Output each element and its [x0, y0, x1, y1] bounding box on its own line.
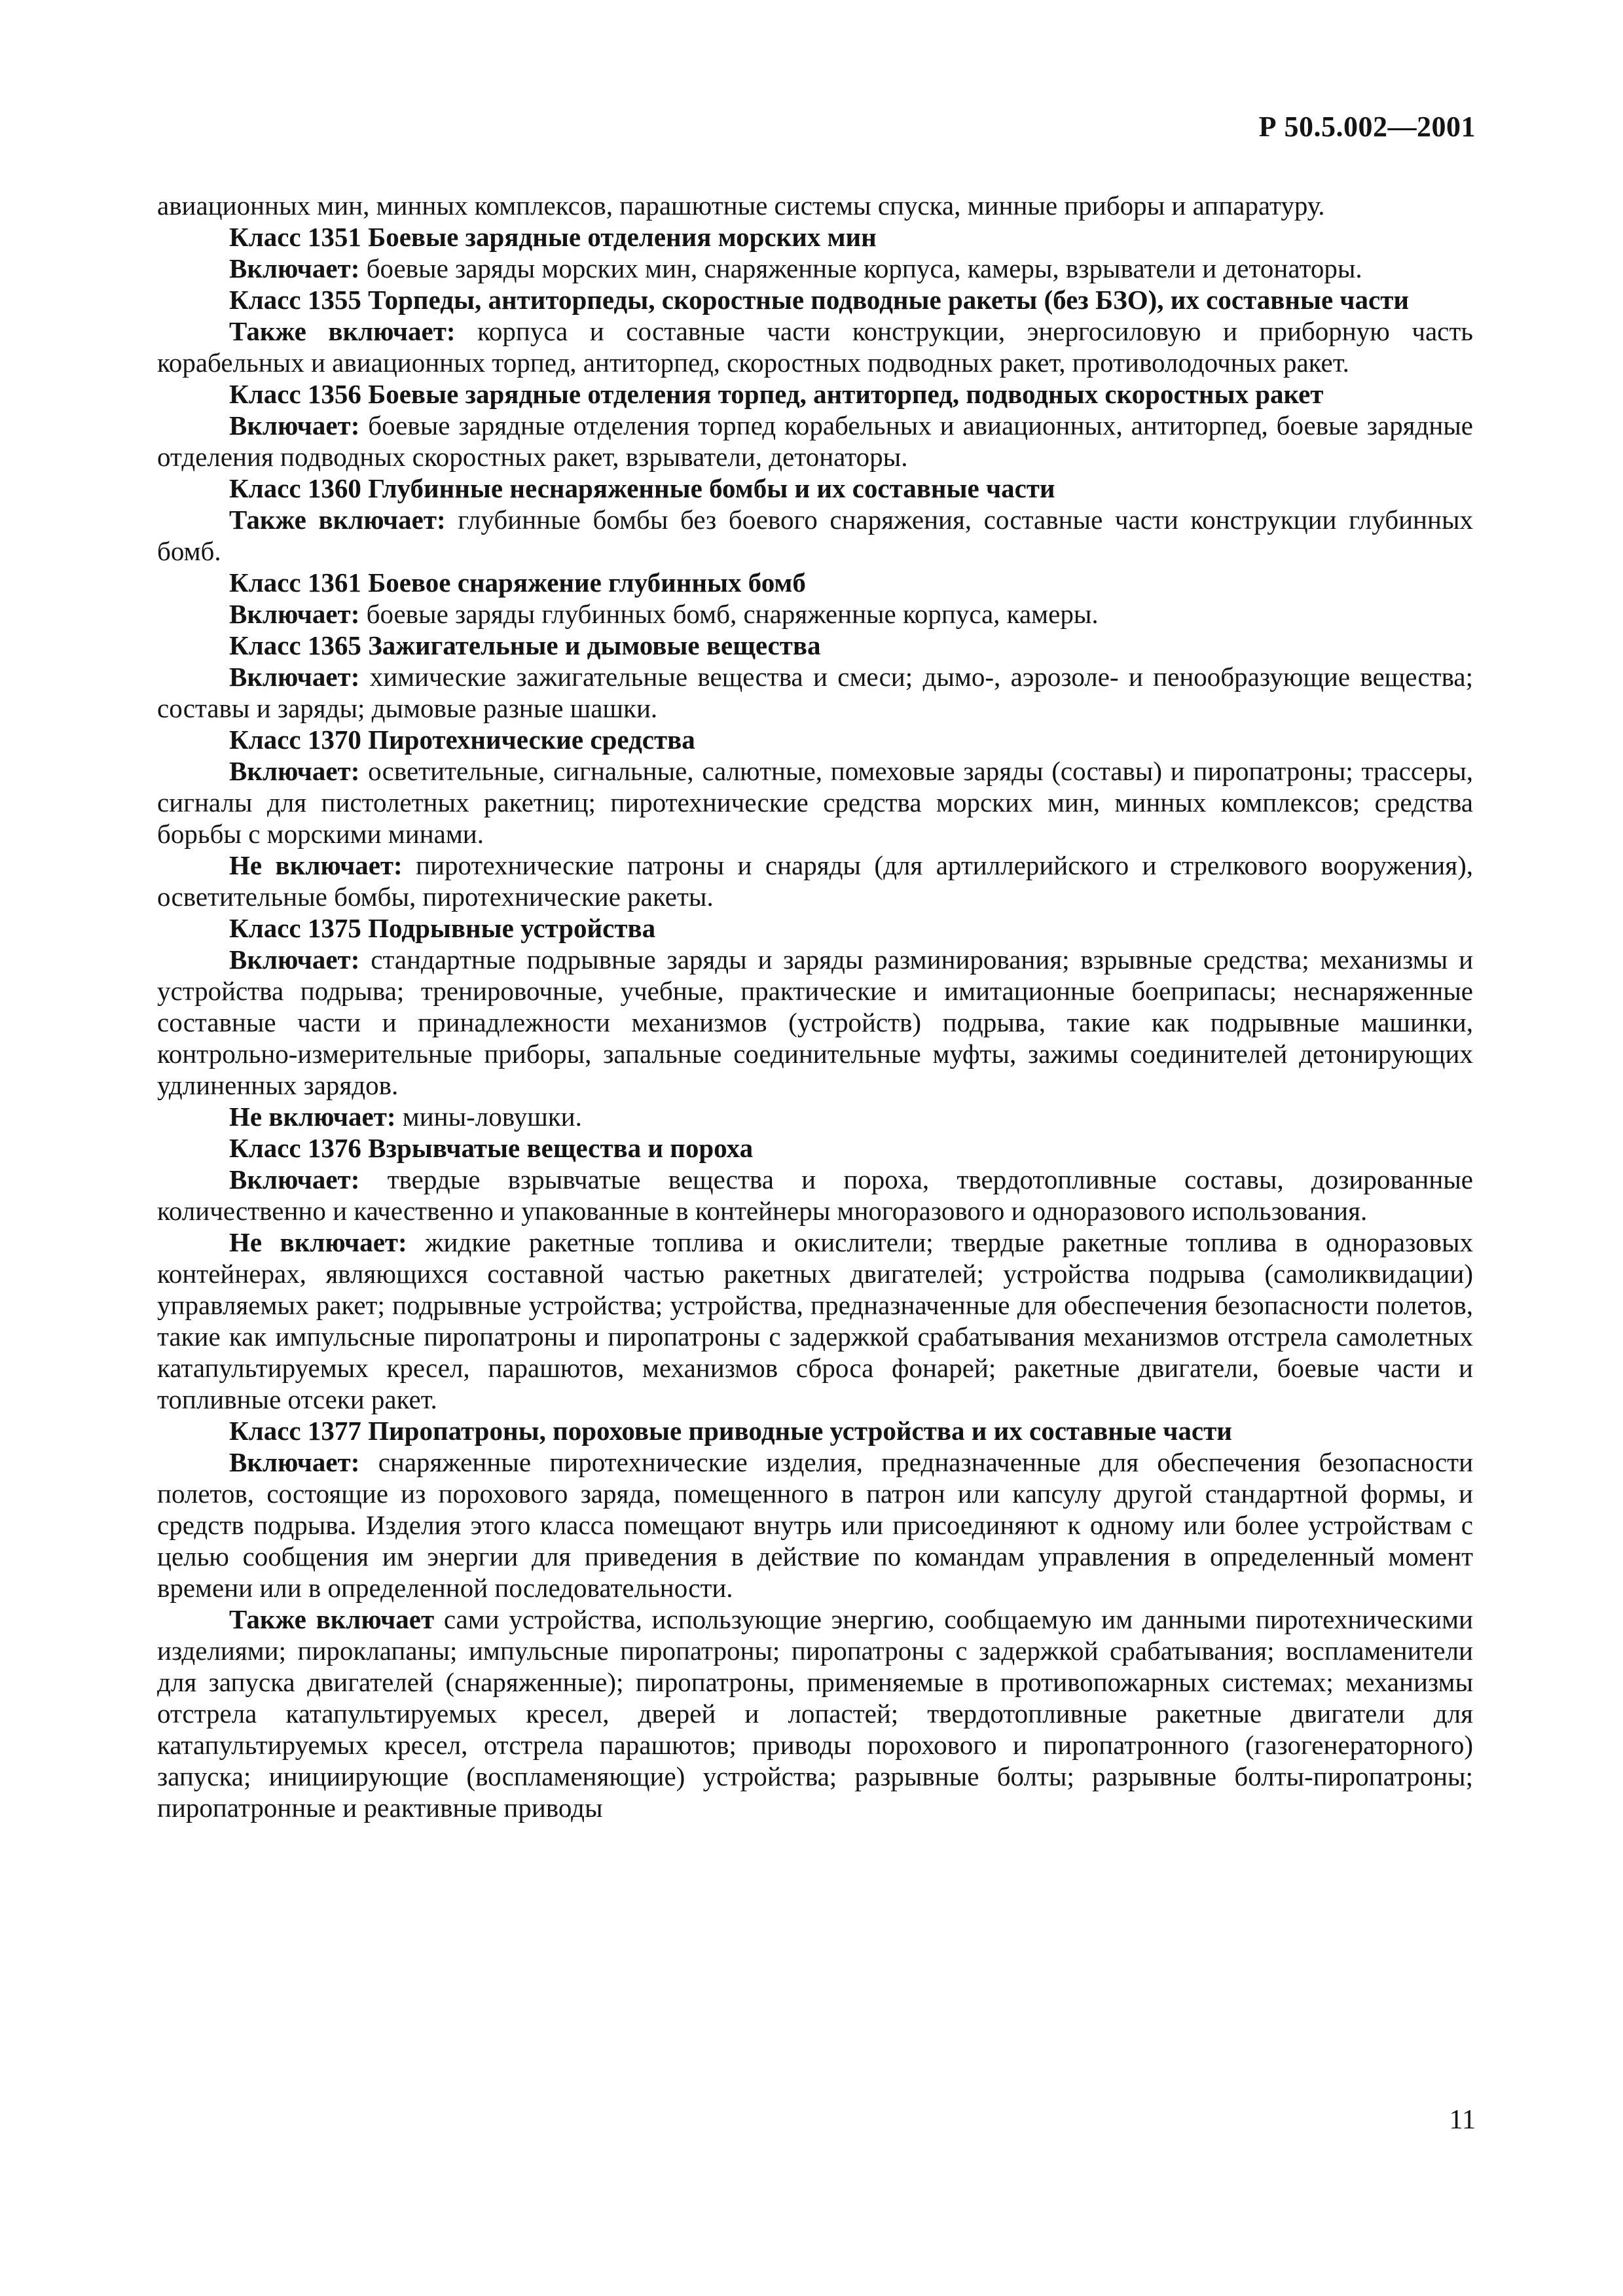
class-heading: Класс 1360 Глубинные неснаряженные бомбы и их составные части — [229, 473, 1055, 503]
paragraph-text: мины-ловушки. — [402, 1102, 582, 1132]
paragraph-label: Включает: — [229, 756, 360, 786]
paragraph-label: Также включает: — [229, 316, 456, 346]
class-paragraph — [157, 755, 1473, 850]
class-heading: Класс 1365 Зажигательные и дымовые вещества — [229, 630, 821, 660]
class-paragraph — [157, 410, 1473, 473]
paragraph-label: Включает: — [229, 599, 360, 629]
paragraph-text: жидкие ракетные топлива и окислители; твердые ракетные топлива в одноразовых контейнерах, являющихся составной частью ракетных двигателей; устройства подрыва (самоликвидации) управляемых ракет; подрывные устройства; устройства, предназначенные для обеспечения безопасности полетов, такие как импульсные пиропатроны и пиропатроны с задержкой срабатывания механизмов отстрела самолетных катапультируемых кресел, парашютов, механизмов сброса фонарей; ракетные двигатели, боевые части и топливные отсеки ракет. — [157, 1227, 1473, 1414]
paragraph-label: Не включает: — [229, 1102, 396, 1132]
paragraph-label: Не включает: — [229, 850, 403, 880]
document-code: Р 50.5.002—2001 — [1258, 111, 1476, 143]
document-body — [157, 190, 1473, 1823]
class-paragraph — [157, 1101, 1473, 1132]
class-heading: Класс 1377 Пиропатроны, пороховые приводные устройства и их составные части — [229, 1416, 1232, 1446]
page-number: 11 — [1449, 2105, 1476, 2135]
paragraph-text: боевые заряды морских мин, снаряженные корпуса, камеры, взрыватели и детонаторы. — [366, 253, 1362, 283]
class-paragraph — [157, 1164, 1473, 1227]
paragraph-text: сами устройства, использующие энергию, сообщаемую им данными пиротехническими изделиями; пироклапаны; импульсные пиропатроны; пиропатроны с задержкой срабатывания; воспламенители для запуска двигателей (снаряженные); пиропатроны, применяемые в противопожарных системах; механизмы отстрела катапультируемых кресел, дверей и лопастей; твердотопливные ракетные двигатели для катапультируемых кресел, отстрела парашютов; приводы порохового и пиропатронного (газогенераторного) запуска; инициирующие (воспламеняющие) устройства; разрывные болты; разрывные болты-пиропатроны; пиропатронные и реактивные приводы — [157, 1604, 1473, 1823]
paragraph-text: осветительные, сигнальные, салютные, помеховые заряды (составы) и пиропатроны; трассеры, сигналы для пистолетных ракетниц; пиротехнические средства морских мин, минных комплексов; средства борьбы с морскими минами. — [157, 756, 1474, 849]
paragraph-text: твердые взрывчатые вещества и пороха, твердотопливные составы, дозированные количественно и качественно и упакованные в контейнеры многоразового и одноразового использования. — [157, 1164, 1474, 1226]
class-paragraph — [157, 253, 1473, 284]
class-heading: Класс 1361 Боевое снаряжение глубинных бомб — [229, 567, 806, 598]
paragraph-label: Включает: — [229, 410, 360, 440]
paragraph-label: Включает: — [229, 944, 360, 975]
paragraph-text: боевые заряды глубинных бомб, снаряженные корпуса, камеры. — [366, 599, 1099, 629]
paragraph-label: Включает: — [229, 662, 360, 692]
paragraph-text: пиротехнические патроны и снаряды (для артиллерийского и стрелкового вооружения), осветительные бомбы, пиротехнические ракеты. — [157, 850, 1474, 912]
paragraph-label: Также включает — [229, 1604, 435, 1634]
class-paragraph — [157, 850, 1473, 912]
class-heading: Класс 1375 Подрывные устройства — [229, 913, 656, 943]
class-paragraph — [157, 1227, 1473, 1415]
paragraph-text: снаряженные пиротехнические изделия, предназначенные для обеспечения безопасности полетов, состоящие из порохового заряда, помещенного в патрон или капсулу другой стандартной формы, и средств подрыва. Изделия этого класса помещают внутрь или присоединяют к одному или более устройствам с целью сообщения им энергии для приведения в действие по командам управления в определенный момент времени или в определенной последовательности. — [157, 1447, 1474, 1603]
intro-paragraph: авиационных мин, минных комплексов, парашютные системы спуска, минные приборы и аппаратуру. — [157, 190, 1325, 221]
paragraph-text: боевые зарядные отделения торпед корабельных и авиационных, антиторпед, боевые зарядные отделения подводных скоростных ракет, взрыватели, детонаторы. — [157, 410, 1473, 472]
class-paragraph — [157, 315, 1473, 378]
paragraph-text: химические зажигательные вещества и смеси; дымо-, аэрозоле- и пенообразующие вещества; составы и заряды; дымовые разные шашки. — [157, 662, 1473, 723]
class-paragraph — [157, 944, 1473, 1101]
class-heading: Класс 1376 Взрывчатые вещества и пороха — [229, 1133, 754, 1163]
paragraph-label: Также включает: — [229, 505, 446, 535]
class-paragraph — [157, 1604, 1473, 1823]
paragraph-text: корпуса и составные части конструкции, энергосиловую и приборную часть корабельных и авиационных торпед, антиторпед, скоростных подводных ракет, противолодочных ракет. — [157, 316, 1473, 378]
class-heading: Класс 1355 Торпеды, антиторпеды, скоростные подводные ракеты (без БЗО), их составные части — [229, 285, 1410, 315]
paragraph-text: глубинные бомбы без боевого снаряжения, составные части конструкции глубинных бомб. — [157, 505, 1473, 566]
class-paragraph — [157, 661, 1473, 724]
class-paragraph — [157, 1446, 1473, 1604]
class-heading: Класс 1370 Пиротехнические средства — [229, 725, 695, 755]
paragraph-label: Включает: — [229, 1447, 360, 1477]
class-paragraph — [157, 504, 1473, 567]
class-heading: Класс 1351 Боевые зарядные отделения морских мин — [229, 222, 877, 252]
class-heading: Класс 1356 Боевые зарядные отделения торпед, антиторпед, подводных скоростных ракет — [229, 379, 1324, 409]
class-paragraph — [157, 598, 1473, 630]
paragraph-label: Включает: — [229, 253, 360, 283]
paragraph-text: стандартные подрывные заряды и заряды разминирования; взрывные средства; механизмы и устройства подрыва; тренировочные, учебные, практические и имитационные боеприпасы; неснаряженные составные части и принадлежности механизмов (устройств) подрыва, такие как подрывные машинки, контрольно-измерительные приборы, запальные соединительные муфты, зажимы соединителей детонирующих удлиненных зарядов. — [157, 944, 1474, 1100]
paragraph-label: Не включает: — [229, 1227, 407, 1257]
paragraph-label: Включает: — [229, 1164, 360, 1194]
